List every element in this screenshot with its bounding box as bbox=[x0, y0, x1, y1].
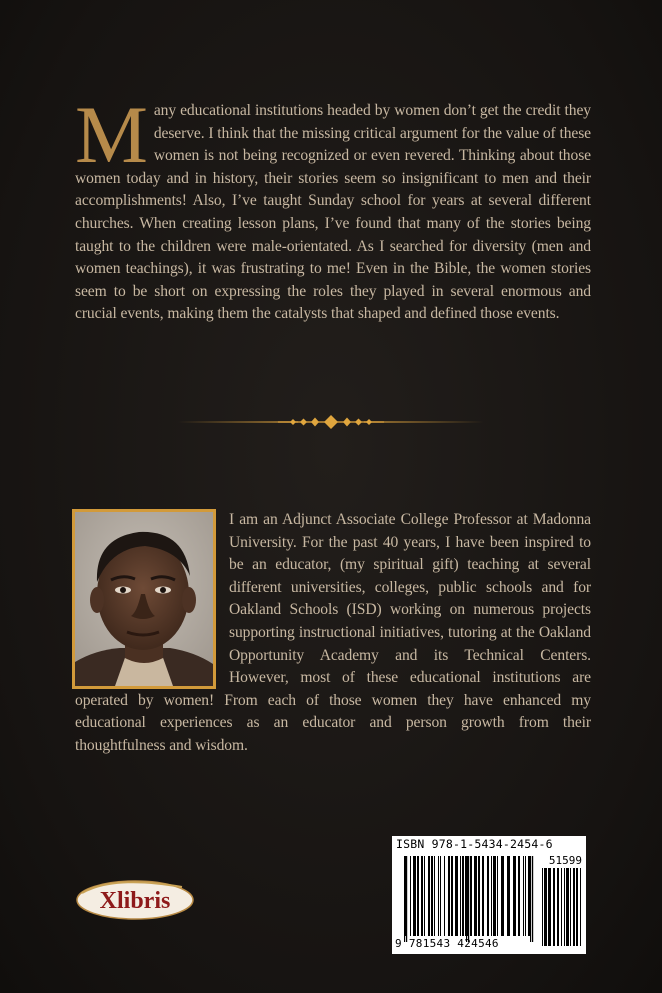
photo-float-spacer bbox=[75, 509, 229, 689]
isbn-text: ISBN 978-1-5434-2454-6 bbox=[396, 837, 553, 851]
author-bio bbox=[75, 509, 591, 758]
ean-digits: 9 781543 424546 bbox=[395, 937, 499, 950]
bio-text: I am an Adjunct Associate College Professor at Madonna University. For the past 40 years, I have been inspired to be an educator, (my spiritual gift) teaching at several different universities, colleges, public schools and for Oakland Schools (ISD) working on numerous projects supporting instructional initiatives, tutoring at the Oakland Opportunity Academy and its Technical Centers. However, most of these educational institutions are operated by women! From each of those women they have enhanced my educational experiences as an educator and person growth from their thoughtfulness and wisdom. bbox=[75, 511, 591, 754]
ornamental-divider bbox=[178, 414, 484, 430]
logo-text: Xlibris bbox=[99, 888, 171, 914]
intro-text: any educational institutions headed by women don’t get the credit they deserve. I think that the missing critical argument for the value of these women is not being recognized or even revered. Thinking about those women today and in history, their stories seem so insignificant to men and their accomplishments! Also, I’ve taught Sunday school for years at several different churches. When creating lesson plans, I’ve found that many of the stories being taught to the children were male-orientated. As I searched for diversity (men and women teachings), it was frustrating to me! Even in the Bible, the women stories seem to be short on expressing the roles they played in several enormous and crucial events, making them the catalysts that shaped and defined those events. bbox=[75, 102, 591, 323]
isbn-barcode bbox=[392, 836, 586, 954]
intro-paragraph bbox=[75, 89, 591, 326]
xlibris-logo bbox=[74, 877, 196, 921]
price-code: 51599 bbox=[548, 854, 582, 867]
drop-cap: M bbox=[75, 89, 148, 180]
